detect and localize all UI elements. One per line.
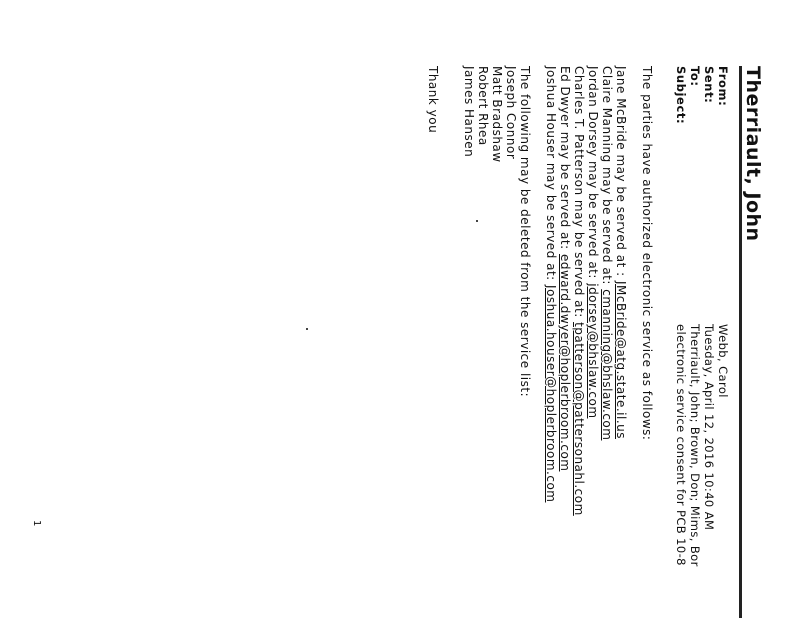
party-line [600,66,614,440]
document-title: Therriault, John [742,66,764,242]
header-from-value: Webb, Carol [716,324,730,398]
party-text: Ed Dwyer may be served at: [558,66,572,254]
party-email-link[interactable]: cmanning@bhslaw.com [600,289,614,441]
scan-speck [476,220,478,222]
header-from-label: From: [716,66,730,107]
party-email-link[interactable]: jdorsey@bhslaw.com [586,283,600,419]
deleted-name: Joseph Connor [504,66,518,160]
deleted-name: James Hansen [462,66,476,158]
page-number: 1 [31,520,42,527]
party-text: Charles T. Patterson may be served at: [572,66,586,323]
party-text: Jordan Dorsey may be served at: [586,66,600,284]
party-email-link[interactable]: Joshua.houser@hoplerbroom.com [544,285,558,503]
intro-text: The parties have authorized electronic service as follows: [640,66,654,441]
header-subject-label: Subject: [674,66,688,125]
header-sent-label: Sent: [702,66,716,104]
party-line [572,66,586,516]
deleted-name: Matt Bradshaw [490,66,504,163]
party-text: Jane McBride may be served at : [614,66,628,281]
header-subject-value: electronic service consent for PCB 10-8 [674,324,688,566]
party-text: Joshua Houser may be served at: [544,66,558,286]
deleted-intro-text: The following may be deleted from the service list: [518,66,532,398]
party-email-link[interactable]: edward.dwyer@hoplerbroom.com [558,253,572,472]
header-to-label: To: [688,66,702,87]
party-email-link[interactable]: JMcBride@atg.state.il.us [614,280,628,439]
party-line [544,66,558,503]
header-sent-value: Tuesday, April 12, 2016 10:40 AM [702,324,716,531]
party-email-link[interactable]: tpatterson@pattersonahl.com [572,322,586,516]
title-divider [739,66,742,618]
party-line [558,66,572,471]
header-to-value: Therriault, John; Brown, Don; Mims, Bor [688,324,702,567]
party-text: Claire Manning may be served at: [600,66,614,290]
party-line [586,66,600,419]
scan-speck [306,328,308,330]
deleted-name: Robert Rhea [476,66,490,146]
party-line [614,66,628,439]
closing-text: Thank you [426,66,440,134]
